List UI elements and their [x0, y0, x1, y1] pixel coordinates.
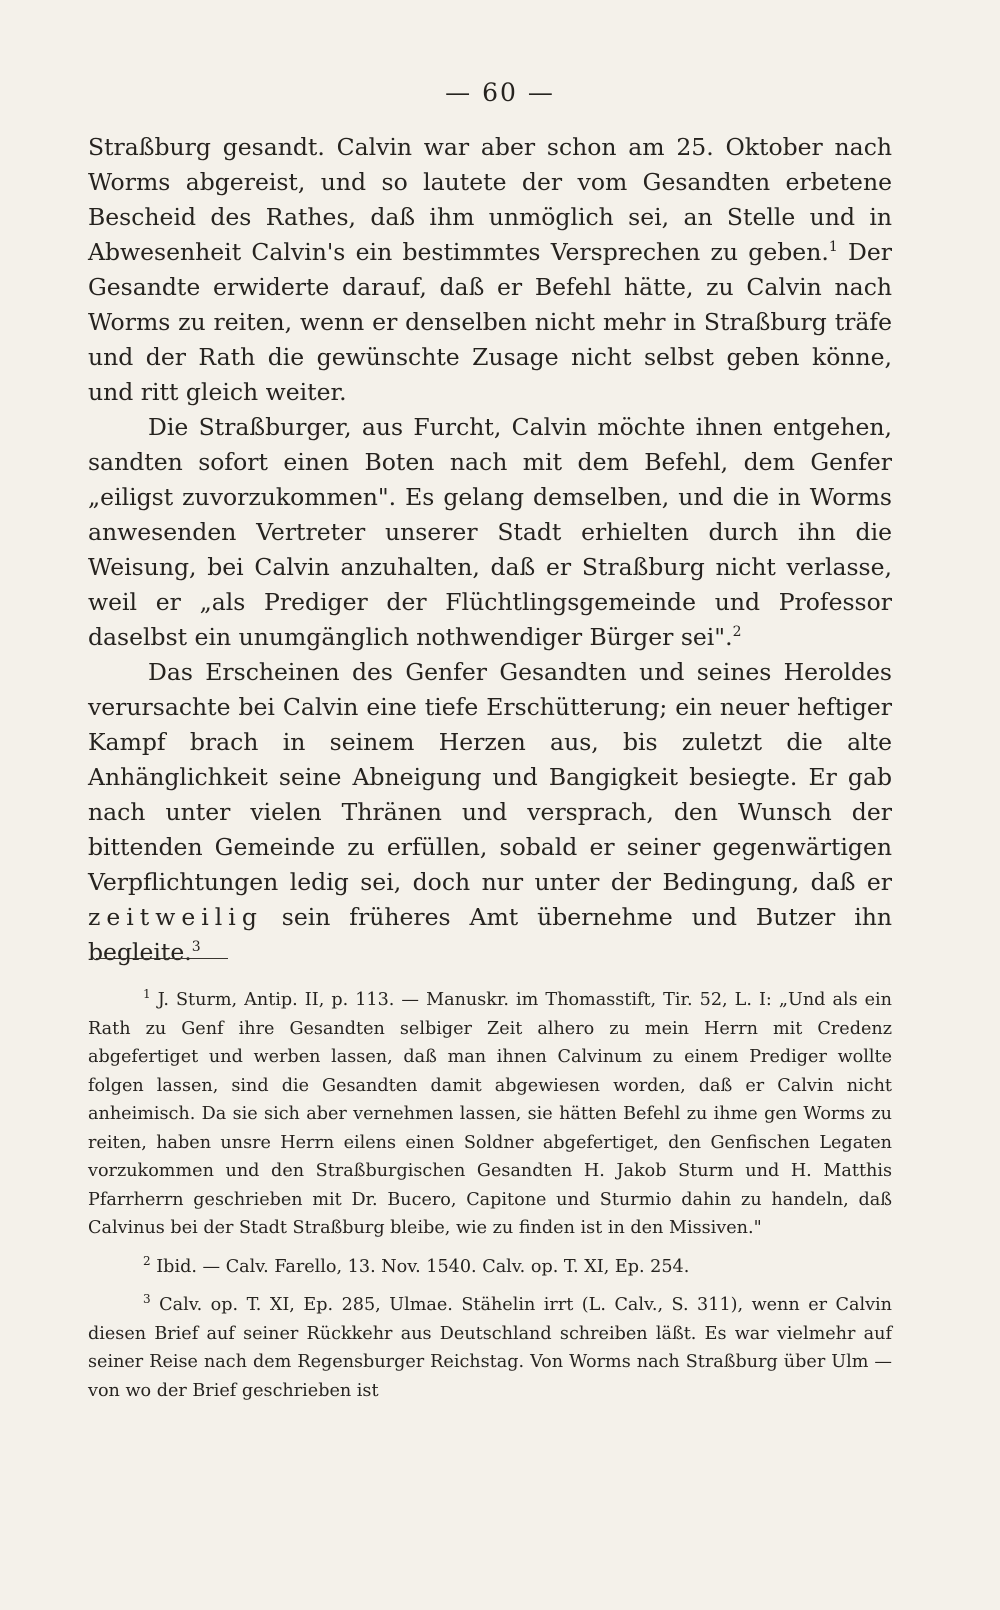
footnote-1-text: J. Sturm, Antip. II, p. 113. — Manuskr. im Thomasstift, Tir. 52, L. I: „Und als ein Rath zu Genf ihre Gesandten selbiger Zeit alhero zu mein Herrn mit Credenz abgefertiget und werben lassen, daß man ihnen Calvinum zu einem Prediger wollte folgen lassen, sind die Gesandten damit abgewiesen worden, daß er Calvin nicht anheimisch. Da sie sich aber vernehmen lassen, sie hätten Befehl zu ihme gen Worms zu reiten, haben unsre Herrn eilens einen Soldner abgefertiget, den Genfischen Legaten vorzukommen und den Straßburgischen Gesandten H. Jakob Sturm und H. Matthis Pfarrherrn geschrieben mit Dr. Bucero, Capitone und Sturmio dahin zu handeln, daß Calvinus bei der Stadt Straßburg bleibe, wie zu finden ist in den Missiven." [88, 990, 893, 1238]
footnote-3 [88, 1291, 892, 1405]
paragraph-3-text-continued: sein früheres Amt übernehme und Butzer ihn begleite. [88, 903, 892, 966]
paragraph-2-text: Die Straßburger, aus Furcht, Calvin möchte ihnen entgehen, sandten sofort einen Boten nach mit dem Befehl, dem Genfer „eiligst zuvorzukommen". Es gelang demselben, und die in Worms anwesenden Vertreter unserer Stadt erhielten durch ihn die Weisung, bei Calvin anzuhalten, daß er Straßburg nicht verlasse, weil er „als Prediger der Flüchtlingsgemeinde und Professor daselbst ein unumgänglich nothwendiger Bürger sei". [88, 413, 892, 651]
paragraph-1-text: Straßburg gesandt. Calvin war aber schon am 25. Oktober nach Worms abgereist, und so lautete der vom Gesandten erbetene Bescheid des Rathes, daß ihm unmöglich sei, an Stelle und in Abwesenheit Calvin's ein bestimmtes Versprechen zu geben. [88, 133, 892, 266]
footnote-2 [88, 1253, 892, 1282]
footnote-1-number: 1 [143, 987, 151, 1002]
footnote-divider [96, 958, 228, 959]
footnote-ref-1[interactable]: 1 [828, 239, 838, 256]
footnote-3-text: Calv. op. T. XI, Ep. 285, Ulmae. Stähelin irrt (L. Calv., S. 311), wenn er Calvin diesen Brief auf seiner Rückkehr aus Deutschland schreiben läßt. Es war vielmehr auf seiner Reise nach dem Regensburger Reichstag. Von Worms nach Straßburg über Ulm — von wo der Brief geschrieben ist [88, 1295, 892, 1401]
main-text [88, 130, 892, 970]
footnote-2-text: Ibid. — Calv. Farello, 13. Nov. 1540. Calv. op. T. XI, Ep. 254. [156, 1256, 690, 1277]
paragraph-1-text-continued: Der Gesandte erwiderte darauf, daß er Befehl hätte, zu Calvin nach Worms zu reiten, wenn er denselben nicht mehr in Straßburg träfe und der Rath die gewünschte Zusage nicht selbst geben könne, und ritt gleich weiter. [88, 238, 892, 406]
footnote-3-number: 3 [143, 1292, 151, 1307]
paragraph-3-text: Das Erscheinen des Genfer Gesandten und seines Heroldes verursachte bei Calvin eine tiefe Erschütterung; ein neuer heftiger Kampf brach in seinem Herzen aus, bis zuletzt die alte Anhänglichkeit seine Abneigung und Bangigkeit besiegte. Er gab nach unter vielen Thränen und versprach, den Wunsch der bittenden Gemeinde zu erfüllen, sobald er seiner gegenwärtigen Verpflichtungen ledig sei, doch nur unter der Bedingung, daß er [88, 658, 892, 896]
paragraph-1 [88, 130, 892, 410]
spaced-emphasis-word: zeitweilig [88, 903, 263, 931]
paragraph-3 [88, 655, 892, 970]
footnote-2-number: 2 [143, 1253, 151, 1268]
paragraph-2 [88, 410, 892, 655]
footnote-1 [88, 986, 892, 1243]
footnotes [88, 986, 892, 1405]
page-number: — 60 — [445, 78, 555, 107]
footnote-ref-3[interactable]: 3 [191, 939, 201, 956]
footnote-ref-2[interactable]: 2 [732, 624, 742, 641]
